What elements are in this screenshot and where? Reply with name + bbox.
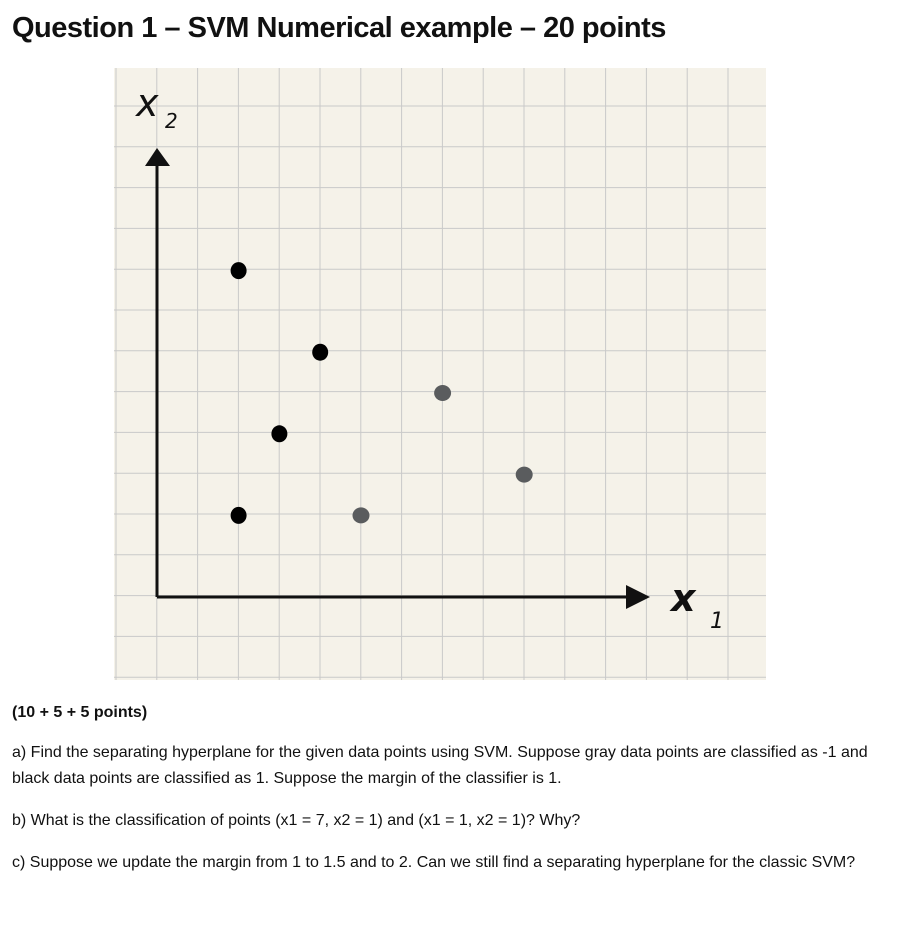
grid-paper-background bbox=[114, 68, 766, 680]
black-data-point bbox=[231, 507, 247, 524]
question-a: a) Find the separating hyperplane for the given data points using SVM. Suppose gray data points are classified as -1 and black data points are classified as 1. Suppose the margin of the classifier is 1. bbox=[12, 744, 868, 787]
grid-plot bbox=[114, 68, 766, 680]
gray-data-point bbox=[434, 385, 451, 401]
black-data-point bbox=[231, 262, 247, 279]
black-data-point bbox=[271, 425, 287, 442]
gray-data-point bbox=[353, 507, 370, 523]
x2-axis-label: x bbox=[136, 81, 159, 125]
points-breakdown: (10 + 5 + 5 points) bbox=[12, 704, 148, 721]
question-text bbox=[12, 700, 882, 892]
question-b: b) What is the classification of points (x1 = 7, x2 = 1) and (x1 = 1, x2 = 1)? Why? bbox=[12, 812, 581, 829]
gray-data-point bbox=[516, 467, 533, 483]
question-c: c) Suppose we update the margin from 1 to 1.5 and to 2. Can we still find a separating hyperplane for the classic SVM? bbox=[12, 854, 856, 871]
x1-axis-label-subscript: 1 bbox=[710, 609, 724, 634]
svm-figure bbox=[114, 68, 766, 680]
black-data-point bbox=[312, 344, 328, 361]
x2-axis-label-subscript: 2 bbox=[165, 109, 178, 133]
x1-axis-label: x bbox=[671, 576, 696, 620]
question-title: Question 1 – SVM Numerical example – 20 points bbox=[12, 12, 666, 44]
